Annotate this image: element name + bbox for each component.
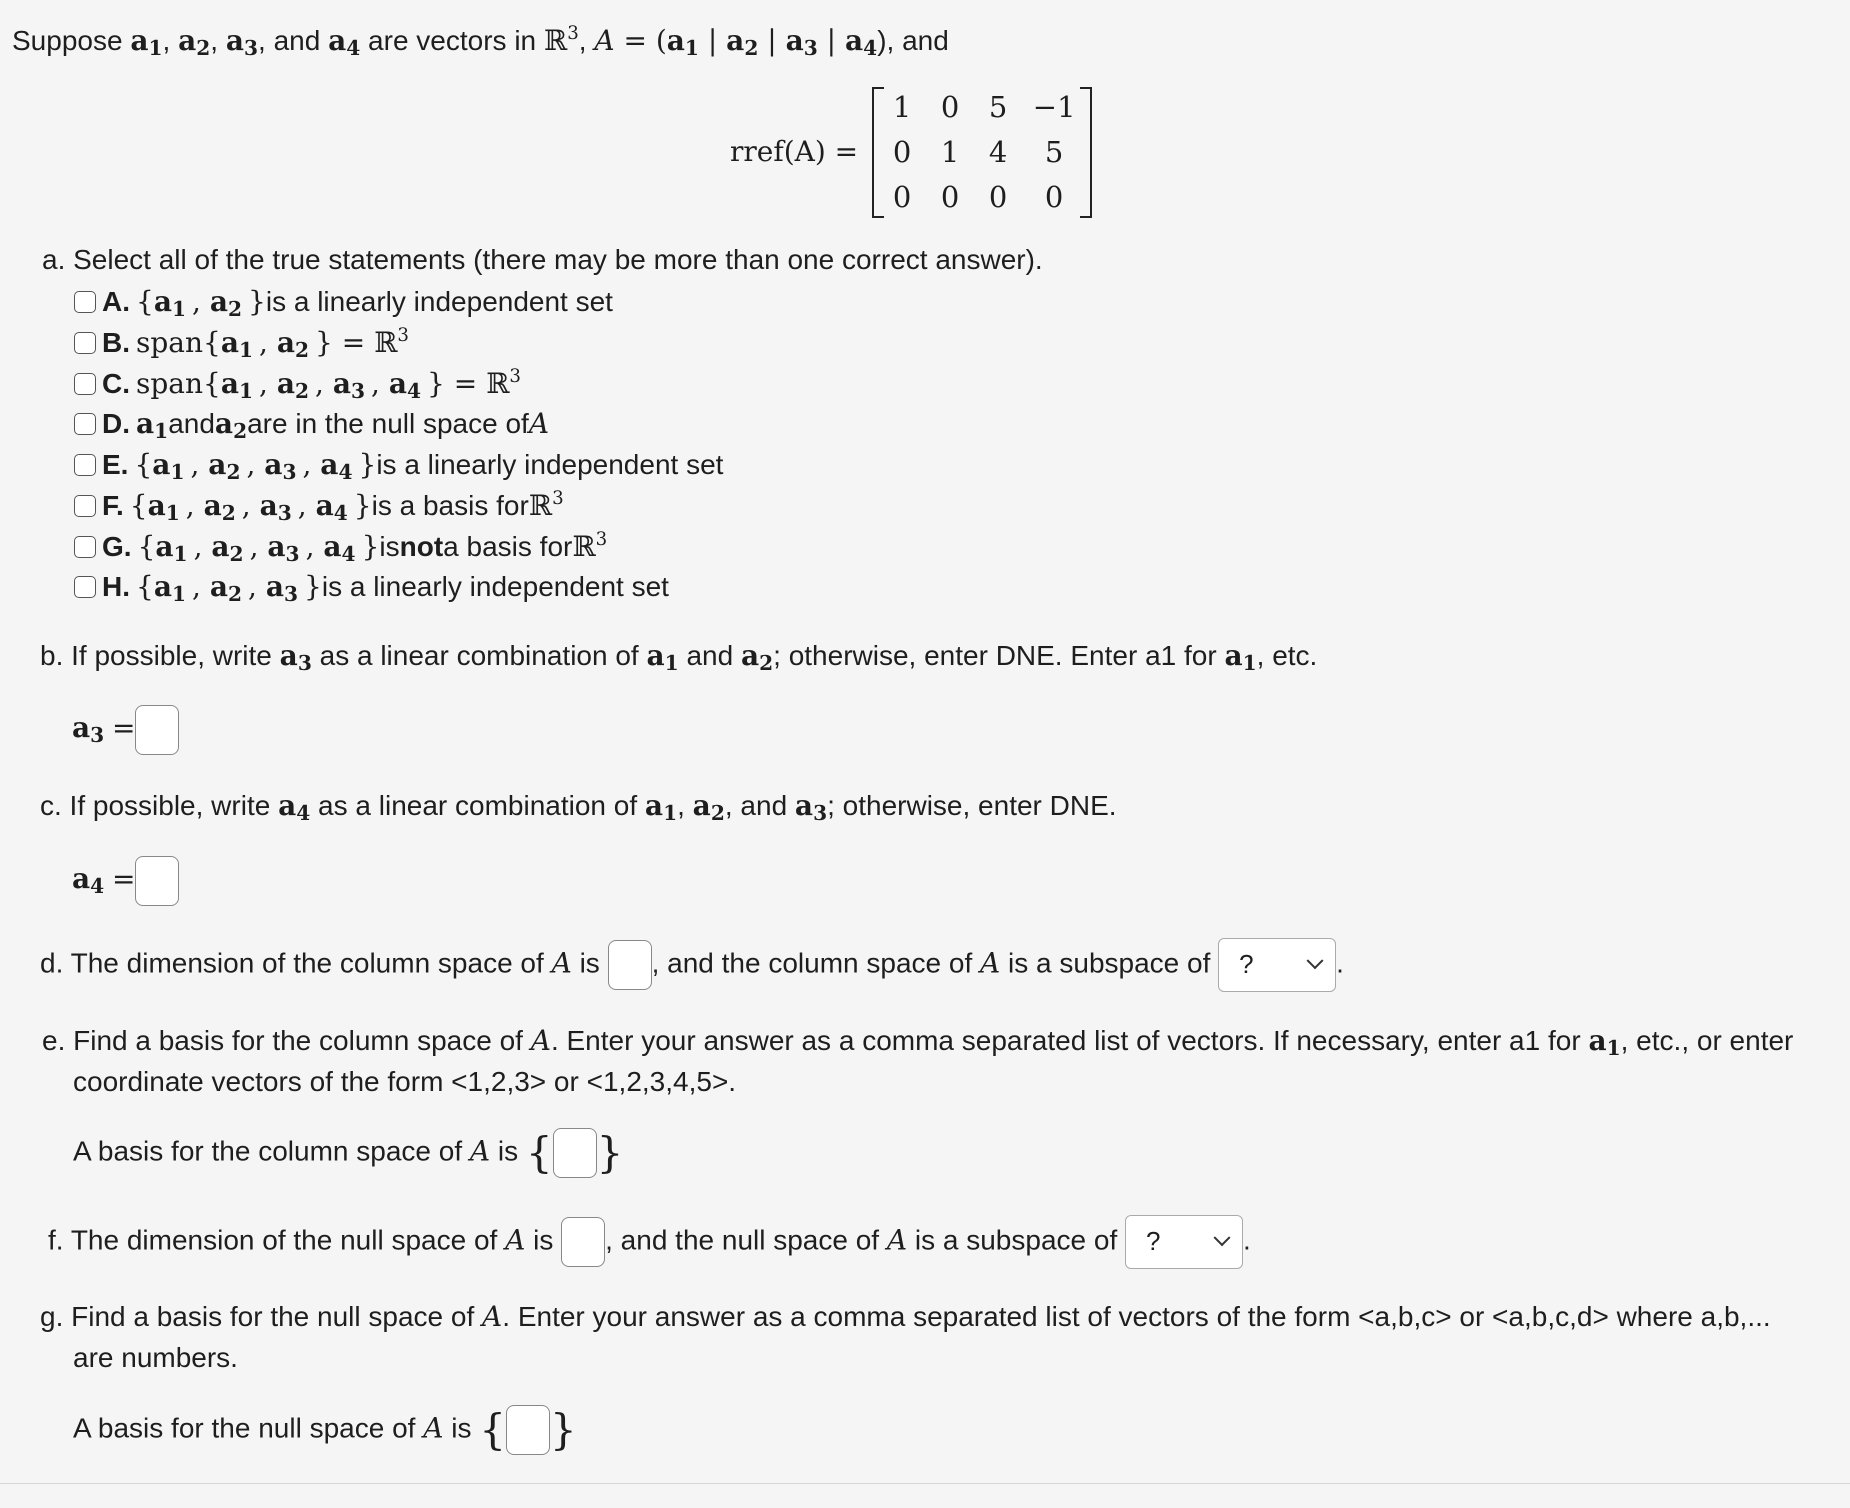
option-a-checkbox[interactable] xyxy=(74,291,96,313)
option-f[interactable]: F. {$a_1$ , $a_2$ , $a_3$ , $a_4$ } is a basis for ℝ$^3$ xyxy=(74,487,564,525)
option-e-checkbox[interactable] xyxy=(74,454,96,476)
column-space-basis-input[interactable] xyxy=(553,1128,597,1178)
rref-label: rref(A) = xyxy=(730,135,859,169)
null-space-basis-input[interactable] xyxy=(506,1405,550,1455)
chevron-down-icon xyxy=(1307,952,1324,969)
part-a-prompt: a. Select all of the true statements (there may be more than one correct answer). xyxy=(42,244,1043,275)
part-b-prompt: b. If possible, write $a_3$ as a linear combination of $a_1$ and $a_2$; otherwise, enter DNE. Enter a1 for $a_1$, etc. xyxy=(40,639,1318,676)
option-e[interactable]: E. {$a_1$ , $a_2$ , $a_3$ , $a_4$ } is a linearly independent set xyxy=(74,446,723,484)
option-c[interactable]: C. span {$a_1$ , $a_2$ , $a_3$ , $a_4$ } = ℝ$^3$ xyxy=(74,365,521,403)
part-c-answer-row: $a_4$ = xyxy=(72,856,179,906)
rref-equation xyxy=(730,82,1092,222)
part-b-answer-row: $a_3$ = xyxy=(72,705,179,755)
part-g-answer-row: A basis for the null space of A is { } xyxy=(73,1405,577,1454)
option-b-checkbox[interactable] xyxy=(74,332,96,354)
part-e-answer-row: A basis for the column space of A is { } xyxy=(73,1128,624,1177)
part-d-prompt: d. The dimension of the column space of A is , and the column space of A is a subspace of ? . xyxy=(40,938,1344,992)
part-e-prompt: e. Find a basis for the column space of A. Enter your answer as a comma separated list of vectors. If necessary, enter a1 for $a_1$, etc., or enter xyxy=(42,1024,1794,1061)
option-g[interactable]: G. {$a_1$ , $a_2$ , $a_3$ , $a_4$ } is not a basis for ℝ$^3$ xyxy=(74,528,607,566)
option-d-checkbox[interactable] xyxy=(74,413,96,435)
option-h[interactable]: H. {$a_1$ , $a_2$ , $a_3$ } is a linearly independent set xyxy=(74,568,669,606)
null-space-dimension-input[interactable] xyxy=(561,1217,605,1267)
option-c-checkbox[interactable] xyxy=(74,373,96,395)
a3-combination-input[interactable] xyxy=(135,705,179,755)
part-e-prompt-line2: coordinate vectors of the form <1,2,3> or <1,2,3,4,5>. xyxy=(73,1066,737,1097)
intro-line: Suppose $a_1$, $a_2$, $a_3$, and $a_4$ are vectors in ℝ$^3$, $A = (a_1$ | $a_2$ | $a_3$ | $a_4$), and xyxy=(12,23,949,61)
part-c-prompt: c. If possible, write $a_4$ as a linear combination of $a_1$, $a_2$, and $a_3$; otherwise, enter DNE. xyxy=(40,789,1117,826)
a4-combination-input[interactable] xyxy=(135,856,179,906)
option-a[interactable]: A. {$a_1$ , $a_2$ } is a linearly independent set xyxy=(74,283,613,321)
part-g-prompt: g. Find a basis for the null space of A. Enter your answer as a comma separated list of vectors of the form <a,b,c> or <a,b,c,d> where a,b,... xyxy=(40,1300,1771,1333)
part-g-prompt-line2: are numbers. xyxy=(73,1342,238,1373)
part-f-prompt: f. The dimension of the null space of A is , and the null space of A is a subspace of ? . xyxy=(48,1215,1251,1269)
column-space-subspace-select[interactable]: ? xyxy=(1218,938,1336,992)
rref-matrix: 1 0 5 −1 0 1 4 5 0 0 0 0 xyxy=(872,85,1092,220)
option-d[interactable]: D. $a_1$ and $a_2$ are in the null space of A xyxy=(74,405,549,443)
option-b[interactable]: B. span {$a_1$ , $a_2$ } = ℝ$^3$ xyxy=(74,324,409,362)
option-f-checkbox[interactable] xyxy=(74,495,96,517)
bottom-divider xyxy=(0,1483,1850,1484)
column-space-dimension-input[interactable] xyxy=(608,940,652,990)
null-space-subspace-select[interactable]: ? xyxy=(1125,1215,1243,1269)
option-h-checkbox[interactable] xyxy=(74,576,96,598)
option-g-checkbox[interactable] xyxy=(74,536,96,558)
chevron-down-icon xyxy=(1214,1229,1231,1246)
